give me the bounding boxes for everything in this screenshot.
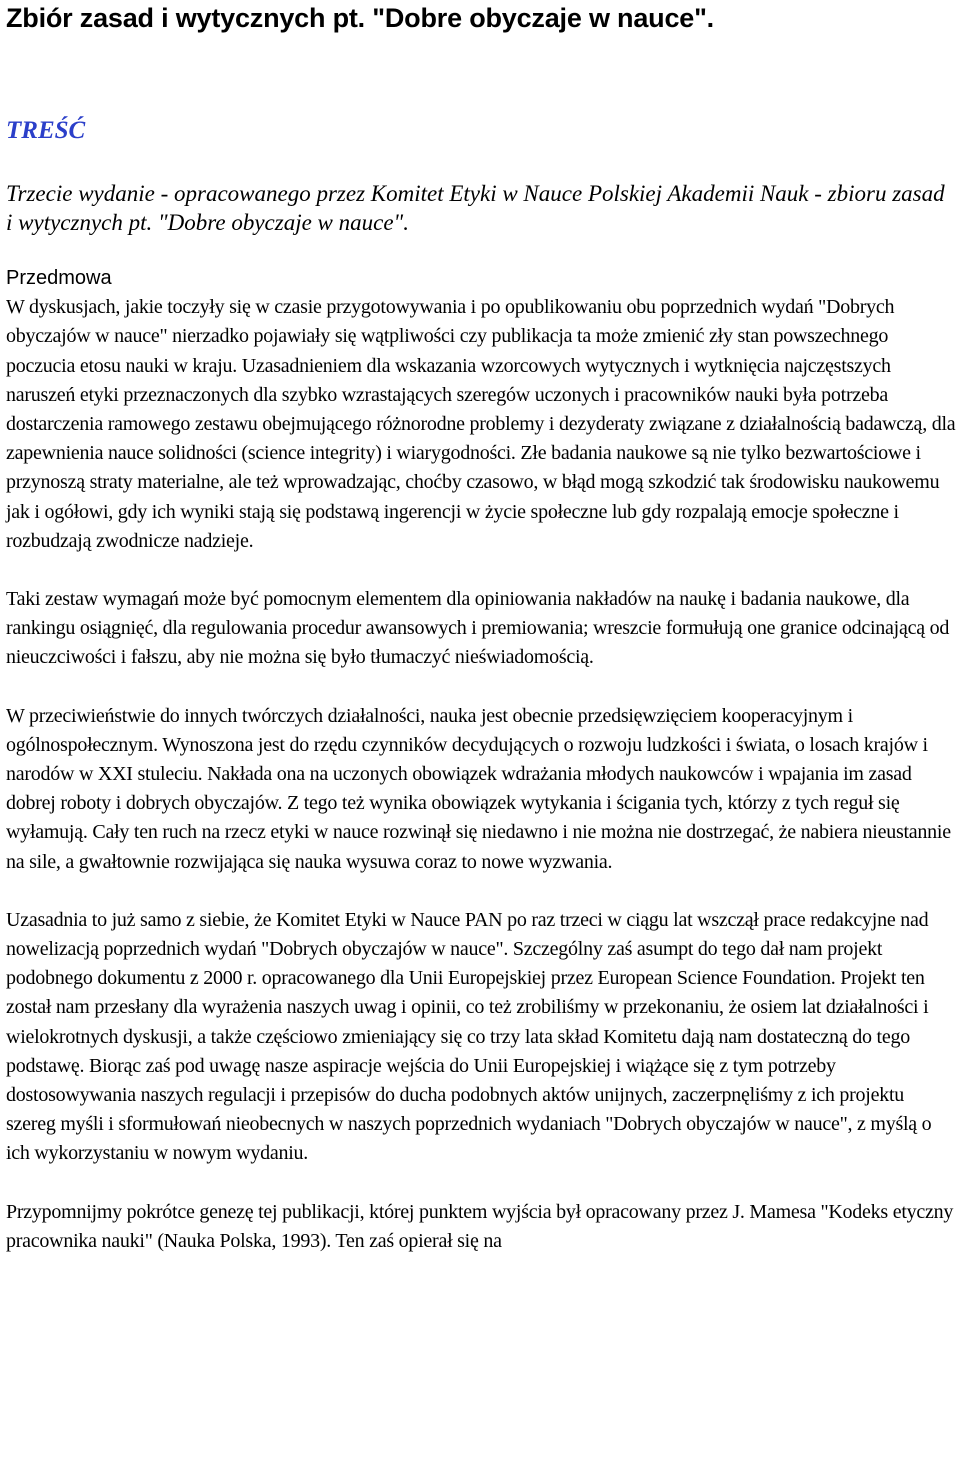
paragraph-2: Taki zestaw wymagań może być pomocnym elementem dla opiniowania nakładów na naukę i badania naukowe, dla rankingu osiągnięć, dla regulowania procedur awansowych i premiowania; wreszcie formułują one granice odcinającą od nieuczciwości i fałszu, aby nie można się było tłumaczyć nieświadomością.	[6, 588, 950, 669]
paragraph-3: W przeciwieństwie do innych twórczych działalności, nauka jest obecnie przedsięwzięciem kooperacyjnym i ogólnospołecznym. Wynoszona jest do rzędu czynników decydujących o rozwoju ludzkości i świata, o losach krajów i narodów w XXI stuleciu. Nakłada ona na uczonych obowiązek wdrażania młodych naukowców i wpajania im zasad dobrej roboty i dobrych obyczajów. Z tego też wynika obowiązek wytykania i ścigania tych, którzy z tych reguł się wyłamują. Cały ten ruch na rzecz etyki w nauce rozwinął się niedawno i nie można nie dostrzegać, że nabiera nieustannie na sile, a gwałtownie rozwijająca się nauka wysuwa coraz to nowe wyzwania.	[6, 704, 951, 873]
document-title: Zbiór zasad i wytycznych pt. "Dobre obyczaje w nauce".	[6, 3, 714, 33]
paragraph-5: Przypomnijmy pokrótce genezę tej publikacji, której punktem wyjścia był opracowany przez J. Mamesa "Kodeks etyczny pracownika nauki" (Nauka Polska, 1993). Ten zaś opierał się na	[6, 1200, 954, 1252]
document-body	[6, 264, 956, 1256]
preface-heading: Przedmowa	[6, 267, 112, 289]
document-page	[6, 0, 958, 1252]
edition-note: Trzecie wydanie - opracowanego przez Komitet Etyki w Nauce Polskiej Akademii Nauk - zbioru zasad i wytycznych pt. "Dobre obyczaje w nauce".	[6, 181, 945, 235]
paragraph-4: Uzasadnia to już samo z siebie, że Komitet Etyki w Nauce PAN po raz trzeci w ciągu lat wszczął prace redakcyjne nad nowelizacją poprzednich wydań "Dobrych obyczajów w nauce". Szczególny zaś asumpt do tego dał nam projekt podobnego dokumentu z 2000 r. opracowanego dla Unii Europejskiej przez European Science Foundation. Projekt ten został nam przesłany dla wyrażenia naszych uwag i opinii, co też zrobiliśmy w przekonaniu, że osiem lat działalności i wielokrotnych dyskusji, a także częściowo zmieniający się co trzy lata skład Komitetu dają nam dostateczną do tego podstawę. Biorąc zaś pod uwagę nasze aspiracje wejścia do Unii Europejskiej i wiążące się z tym potrzeby dostosowywania naszych regulacji i przepisów do ducha podobnych aktów unijnych, zaczerpnęliśmy z ich projektu szereg myśli i sformułowań nieobecnych w naszych poprzednich wydaniach "Dobrych obyczajów w nauce", z myślą o ich wykorzystaniu w nowym wydaniu.	[6, 908, 932, 1165]
toc-link[interactable]: TREŚĆ	[6, 117, 86, 144]
paragraph-1: W dyskusjach, jakie toczyły się w czasie przygotowywania i po opublikowaniu obu poprzednich wydań "Dobrych obyczajów w nauce" nierzadko pojawiały się wątpliwości czy publikacja ta może zmienić zły stan powszechnego poczucia etosu nauki w kraju. Uzasadnieniem dla wskazania wzorcowych wytycznych i wytknięcia najczęstszych naruszeń etyki przeznaczonych dla szybko wzrastających szeregów uczonych i pracowników nauki była potrzeba dostarczenia ramowego zestawu obejmującego różnorodne problemy i dezyderaty związane z działalnością badawczą, dla zapewnienia nauce solidności (science integrity) i wiarygodności. Złe badania naukowe są nie tylko bezwartościowe i przynoszą straty materialne, ale też wprowadzając, choćby czasowo, w błąd mogą szkodzić tak środowisku naukowemu jak i ogółowi, gdy ich wyniki stają się podstawą ingerencji w życie społeczne lub gdy rozpalają emocje społeczne i rozbudzają zwodnicze nadzieje.	[6, 296, 956, 552]
